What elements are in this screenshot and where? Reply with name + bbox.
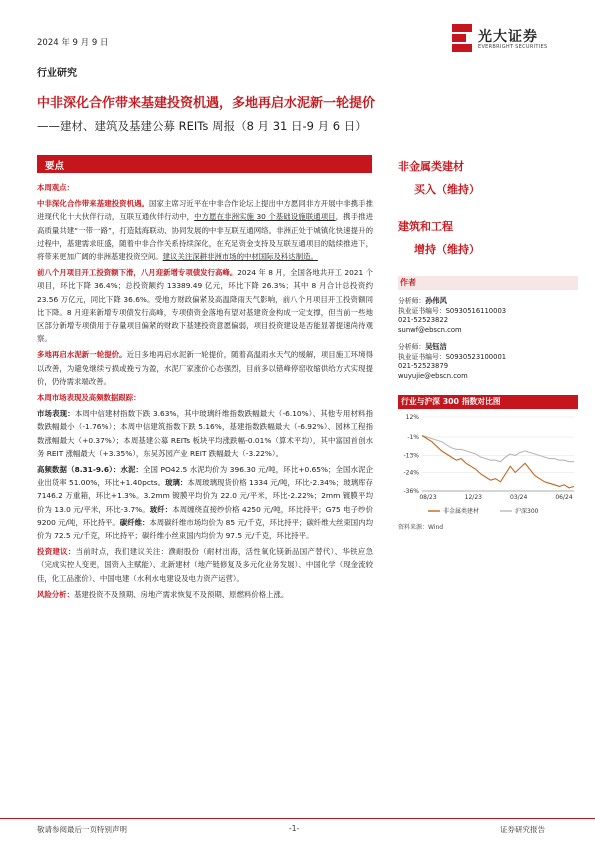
rating-value: 买入（维持） [414, 183, 480, 196]
paragraph-africa: 中非深化合作带来基建投资机遇。国家主席习近平在中非合作论坛上提出中方愿同非方开展中非携手推进现代化十大伙伴行动，互联互通伙伴行动中，中方愿在非洲实施 30 个基础设施联通项目，携手推进高质量共建“一带一路”，打造陆海联动、协同发展的中非互联互通网络。非洲正处于城镇化快速提升的过程中，基建需求旺盛，随着中非合作关系持续深化，在充足资金支持及互联互通项目的陆续推进下，将带来更加广阔的非洲基建投资空间。建议关注深耕非洲市场的中材国际及科达制造。 [37, 199, 373, 262]
paragraph-investment: 前八个月项目开工投资额下滑，八月迎新增专项债发行高峰。2024 年 8 月，全国各地共开工 2021 个项目，环比下降 36.4%；总投资额约 13389.49 亿元，环比下降 26.3%；其中 8 月合计总投资约 23.56 万亿元，同比下降 36.6%。受地方财政偏紧及高温降雨天气影响，前八个月项目开工投资额同比下降。8 月迎来新增专项债发行高峰，专项债资金落地有望对基建资金构成一定支撑，但当前一些地区部分新增专项债用于存量项目偏紧的财政下基建投资意愿偏弱，项目投资建设是否能显著提速尚待观察。 [37, 268, 373, 344]
footer-divider [0, 818, 595, 819]
authors-header [398, 276, 578, 290]
author-phone: 021-52523822 [398, 316, 449, 324]
chart-source: 资料来源：Wind [398, 524, 444, 531]
logo-text-en: EVERBRIGHT SECURITIES [478, 44, 548, 50]
y-tick-label: -13% [403, 452, 419, 460]
footer-disclaimer[interactable]: 敬请参阅最后一页特别声明 [37, 825, 127, 834]
author-phone: 021-52523879 [398, 362, 449, 370]
logo-mark-icon [452, 24, 472, 52]
page-number: -1- [289, 824, 300, 833]
y-tick-label: 12% [405, 414, 419, 421]
author-card [398, 342, 506, 381]
legend-label: 非金属类建材 [443, 508, 480, 515]
legend-label: 沪深300 [515, 508, 539, 515]
rating-value: 增持（维持） [414, 243, 480, 256]
author-role: 分析师： [398, 343, 426, 351]
paragraph-market: 市场表现：本周中信建材指数下跌 3.63%，其中玻璃纤维指数跌幅最大（-6.10%）、其他专用材料指数跌幅最小（-1.76%）；本周中信建筑指数下跌 5.16%，基建指数跌幅最大（-6.92%）、园林工程指数涨幅最大（+0.37%）；本周基建公募 REITs 板块平均涨跌幅-0.01%（算术平均），其中富国首创水务 REIT 涨幅最大（+3.35%），东吴苏园产业 REIT 跌幅最大（-3.22%）。 [37, 409, 373, 458]
series-line [422, 436, 574, 462]
paragraph-market-label: 本周市场表现及高频数据跟踪： [37, 393, 141, 403]
logo [452, 24, 572, 56]
y-tick-label: -1% [407, 434, 419, 442]
highlights-header [37, 155, 372, 173]
chart-header [398, 395, 578, 409]
report-title: 中非深化合作带来基建投资机遇，多地再启水泥新一轮提价 [37, 96, 376, 111]
x-tick-label: 06/24 [555, 494, 573, 501]
report-subtitle: ——建材、建筑及基建公募 REITs 周报（8 月 31 日-9 月 6 日） [37, 119, 367, 133]
x-tick-label: 08/23 [419, 494, 437, 501]
chart-title: 行业与沪深 300 指数对比图 [401, 397, 501, 406]
footer-report-type: 证券研究报告 [500, 825, 545, 834]
author-role: 分析师： [398, 297, 426, 305]
paragraph-view-label: 本周观点： [37, 183, 74, 192]
author-name: 孙伟风 [425, 296, 447, 305]
paragraph-risk: 风险分析：基建投资不及预期、房地产需求恢复不及预期、原燃料价格上涨。 [37, 589, 289, 599]
paragraph-cement: 多地再启水泥新一轮提价。近日多地再启水泥新一轮提价，随着高温雨水天气的缓解，项目施工环境得以改善，为避免继续亏损或挽亏为盈，水泥厂家涨价心态强烈，目前多以错峰停窑收缩供给方式实现提价，仍待需求端改善。 [37, 350, 373, 386]
author-email[interactable]: sunwf@ebscn.com [398, 325, 462, 334]
report-date: 2024 年 9 月 9 日 [37, 38, 109, 48]
x-tick-label: 03/24 [510, 494, 528, 501]
y-tick-label: -36% [403, 488, 419, 495]
author-license: 执业证书编号：S0930516110003 [398, 306, 507, 315]
comparison-chart [398, 411, 578, 521]
paragraph-hf-data: 高频数据（8.31-9.6）：水泥：全国 PO42.5 水泥均价为 396.30 元/吨，环比+0.65%；全国水泥企业出货率 51.00%，环比+1.40pcts。玻璃：本周玻璃现货价格 1334 元/吨，环比-2.34%；玻璃库存 7146.2 万重箱，环比+1.3%。3.2mm 镀膜平均价为 22.0 元/平米，环比-2.22%；2mm 镀膜平均价为 13.0 元/平米，环比-3.7%。玻纤：本周缠绕直接纱价格 4250 元/吨，环比持平；G75 电子纱价 9200 元/吨，环比持平。碳纤维：本周碳纤维市场均价为 85 元/千克，环比持平；碳纤维大丝束国内均价为 72.5 元/千克，环比持平；碳纤维小丝束国内均价为 97.5 元/千克，环比持平。 [37, 465, 373, 541]
logo-text: 光大证券 [478, 29, 538, 45]
author-name: 吴钰洁 [425, 342, 447, 351]
rating-sector: 非金属类建材 [398, 160, 464, 173]
paragraph-advice: 投资建议：当前时点，我们建议关注：濮耐股份（耐材出海，活性氧化镁新品国产替代）、华铁应急（完成实控人变更，国资入主赋能）、北新建材（地产链修复及多元化业务发展）、中国化学（现金流较佳，化工品涨价）、中国电建（水利水电建设及电力资产运营）。 [37, 547, 373, 583]
report-category: 行业研究 [37, 68, 77, 79]
main-body [37, 181, 373, 604]
rating-sector: 建筑和工程 [398, 220, 453, 233]
author-card [398, 296, 506, 335]
y-tick-label: -24% [403, 469, 419, 477]
highlights-label: 要点 [45, 161, 65, 172]
author-license: 执业证书编号：S0930523100001 [398, 352, 507, 361]
author-email[interactable]: wuyujie@ebscn.com [398, 371, 468, 380]
authors-label: 作者 [400, 278, 416, 287]
x-tick-label: 12/23 [464, 494, 482, 501]
